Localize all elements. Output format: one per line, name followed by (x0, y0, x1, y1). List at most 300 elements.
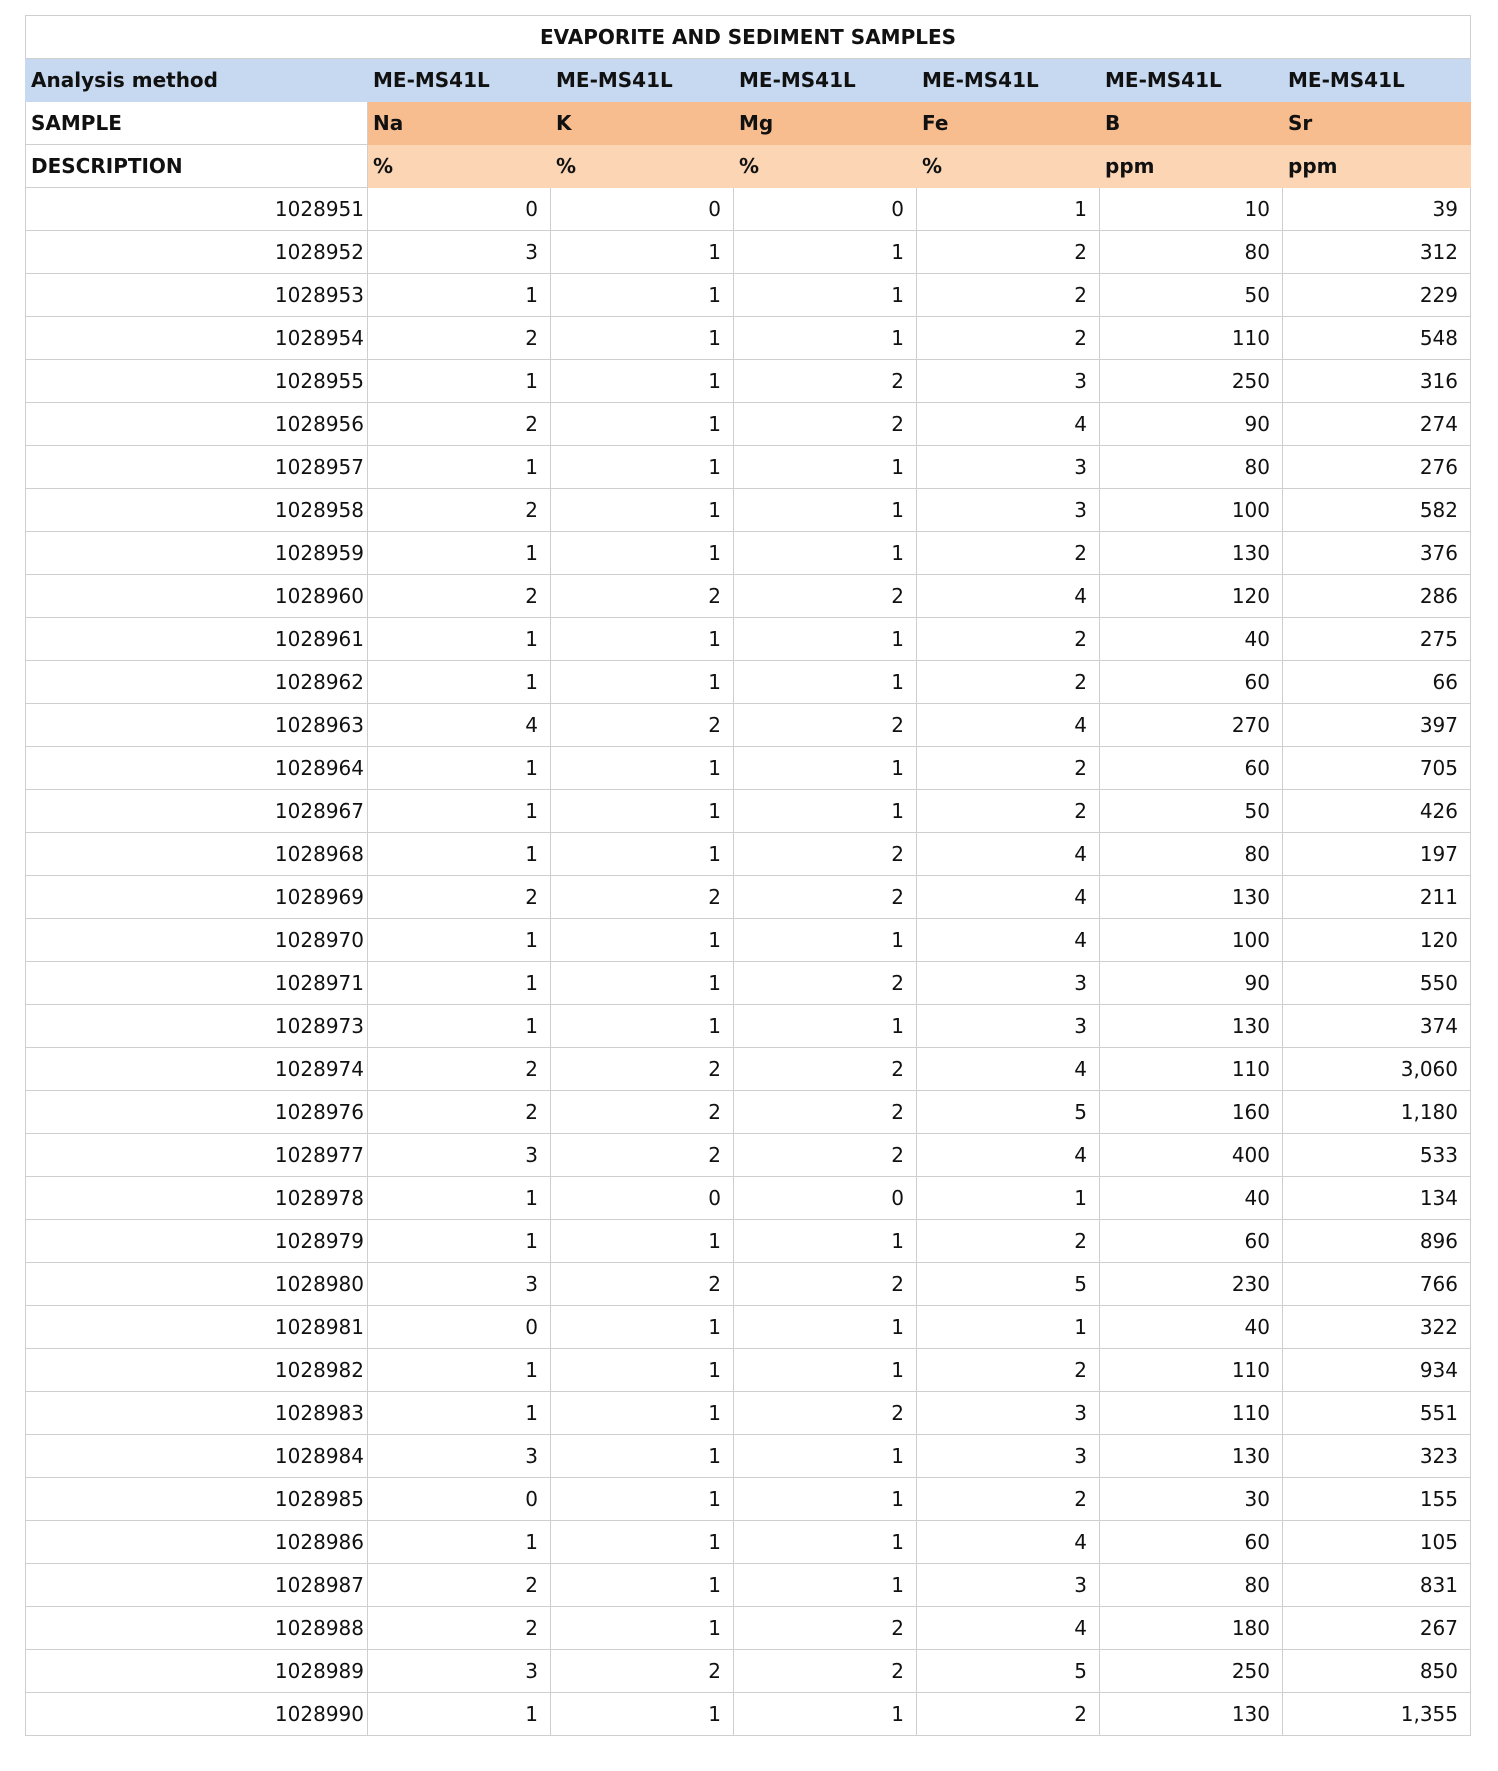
value-cell-na: 2 (368, 403, 551, 446)
sample-id-cell: 1028962 (26, 661, 368, 704)
table-row (26, 1134, 1471, 1177)
value-cell-mg: 2 (734, 1263, 917, 1306)
value-cell-mg: 1 (734, 1435, 917, 1478)
element-header: Fe (917, 102, 1100, 145)
value-cell-fe: 1 (917, 188, 1100, 231)
value-cell-sr: 426 (1283, 790, 1471, 833)
sample-id-cell: 1028980 (26, 1263, 368, 1306)
table-row (26, 575, 1471, 618)
sample-id-cell: 1028989 (26, 1650, 368, 1693)
value-cell-k: 1 (551, 833, 734, 876)
sample-id-cell: 1028985 (26, 1478, 368, 1521)
value-cell-fe: 4 (917, 833, 1100, 876)
value-cell-sr: 3,060 (1283, 1048, 1471, 1091)
sample-id-cell: 1028974 (26, 1048, 368, 1091)
table-row (26, 1521, 1471, 1564)
value-cell-b: 110 (1100, 1392, 1283, 1435)
value-cell-b: 230 (1100, 1263, 1283, 1306)
value-cell-fe: 3 (917, 489, 1100, 532)
sample-id-cell: 1028976 (26, 1091, 368, 1134)
value-cell-na: 3 (368, 1650, 551, 1693)
value-cell-k: 1 (551, 1435, 734, 1478)
value-cell-mg: 1 (734, 919, 917, 962)
value-cell-na: 2 (368, 317, 551, 360)
value-cell-na: 2 (368, 1564, 551, 1607)
value-cell-mg: 2 (734, 360, 917, 403)
value-cell-fe: 4 (917, 1521, 1100, 1564)
value-cell-fe: 1 (917, 1306, 1100, 1349)
value-cell-b: 160 (1100, 1091, 1283, 1134)
value-cell-b: 130 (1100, 1693, 1283, 1736)
sample-id-cell: 1028953 (26, 274, 368, 317)
value-cell-k: 1 (551, 618, 734, 661)
table-row (26, 274, 1471, 317)
value-cell-b: 80 (1100, 833, 1283, 876)
value-cell-mg: 1 (734, 231, 917, 274)
unit-header: % (551, 145, 734, 188)
value-cell-sr: 582 (1283, 489, 1471, 532)
value-cell-sr: 374 (1283, 1005, 1471, 1048)
value-cell-k: 2 (551, 1650, 734, 1693)
value-cell-b: 80 (1100, 446, 1283, 489)
method-cell: ME-MS41L (551, 59, 734, 102)
table-row (26, 790, 1471, 833)
value-cell-b: 250 (1100, 360, 1283, 403)
value-cell-mg: 2 (734, 704, 917, 747)
value-cell-mg: 1 (734, 790, 917, 833)
table-row (26, 1392, 1471, 1435)
value-cell-k: 1 (551, 1392, 734, 1435)
sample-id-cell: 1028973 (26, 1005, 368, 1048)
value-cell-fe: 2 (917, 618, 1100, 661)
sample-id-cell: 1028968 (26, 833, 368, 876)
table-title: EVAPORITE AND SEDIMENT SAMPLES (26, 16, 1471, 59)
unit-header: ppm (1100, 145, 1283, 188)
value-cell-sr: 211 (1283, 876, 1471, 919)
unit-header: % (917, 145, 1100, 188)
value-cell-b: 60 (1100, 747, 1283, 790)
sample-id-cell: 1028958 (26, 489, 368, 532)
value-cell-mg: 1 (734, 1349, 917, 1392)
table-row (26, 1607, 1471, 1650)
value-cell-fe: 2 (917, 317, 1100, 360)
value-cell-k: 2 (551, 1134, 734, 1177)
value-cell-sr: 105 (1283, 1521, 1471, 1564)
analysis-method-label: Analysis method (26, 59, 368, 102)
element-header: Na (368, 102, 551, 145)
value-cell-b: 90 (1100, 962, 1283, 1005)
unit-header: ppm (1283, 145, 1471, 188)
value-cell-na: 2 (368, 1091, 551, 1134)
value-cell-b: 80 (1100, 231, 1283, 274)
value-cell-na: 1 (368, 360, 551, 403)
value-cell-b: 100 (1100, 489, 1283, 532)
value-cell-fe: 3 (917, 446, 1100, 489)
value-cell-na: 2 (368, 1607, 551, 1650)
value-cell-sr: 197 (1283, 833, 1471, 876)
value-cell-k: 1 (551, 274, 734, 317)
value-cell-b: 110 (1100, 1048, 1283, 1091)
value-cell-b: 80 (1100, 1564, 1283, 1607)
value-cell-fe: 2 (917, 274, 1100, 317)
method-cell: ME-MS41L (1100, 59, 1283, 102)
table-row (26, 1048, 1471, 1091)
value-cell-k: 2 (551, 575, 734, 618)
value-cell-na: 1 (368, 446, 551, 489)
value-cell-k: 1 (551, 919, 734, 962)
value-cell-sr: 376 (1283, 532, 1471, 575)
description-label: DESCRIPTION (26, 145, 368, 188)
element-header: B (1100, 102, 1283, 145)
value-cell-fe: 2 (917, 1220, 1100, 1263)
sample-id-cell: 1028964 (26, 747, 368, 790)
table-row (26, 1349, 1471, 1392)
sample-id-cell: 1028955 (26, 360, 368, 403)
value-cell-b: 400 (1100, 1134, 1283, 1177)
value-cell-na: 2 (368, 876, 551, 919)
sample-id-cell: 1028971 (26, 962, 368, 1005)
value-cell-sr: 397 (1283, 704, 1471, 747)
value-cell-na: 2 (368, 575, 551, 618)
sample-id-cell: 1028984 (26, 1435, 368, 1478)
value-cell-na: 1 (368, 833, 551, 876)
value-cell-b: 40 (1100, 1177, 1283, 1220)
value-cell-fe: 2 (917, 1349, 1100, 1392)
sample-id-cell: 1028961 (26, 618, 368, 661)
sample-id-cell: 1028957 (26, 446, 368, 489)
sample-id-cell: 1028960 (26, 575, 368, 618)
table-row (26, 1263, 1471, 1306)
unit-header: % (734, 145, 917, 188)
value-cell-sr: 120 (1283, 919, 1471, 962)
value-cell-sr: 550 (1283, 962, 1471, 1005)
table-row (26, 661, 1471, 704)
value-cell-k: 1 (551, 1306, 734, 1349)
value-cell-sr: 155 (1283, 1478, 1471, 1521)
element-header: K (551, 102, 734, 145)
value-cell-b: 250 (1100, 1650, 1283, 1693)
value-cell-sr: 323 (1283, 1435, 1471, 1478)
value-cell-b: 10 (1100, 188, 1283, 231)
value-cell-na: 0 (368, 188, 551, 231)
value-cell-na: 1 (368, 274, 551, 317)
value-cell-fe: 2 (917, 231, 1100, 274)
table-row (26, 1005, 1471, 1048)
table-row (26, 1693, 1471, 1736)
value-cell-na: 0 (368, 1478, 551, 1521)
unit-row (26, 145, 1471, 188)
value-cell-fe: 4 (917, 403, 1100, 446)
value-cell-k: 1 (551, 1693, 734, 1736)
value-cell-fe: 5 (917, 1650, 1100, 1693)
value-cell-mg: 1 (734, 1005, 917, 1048)
table-row (26, 403, 1471, 446)
value-cell-sr: 850 (1283, 1650, 1471, 1693)
value-cell-k: 1 (551, 317, 734, 360)
method-cell: ME-MS41L (917, 59, 1100, 102)
value-cell-sr: 134 (1283, 1177, 1471, 1220)
table-row (26, 446, 1471, 489)
element-header: Sr (1283, 102, 1471, 145)
value-cell-sr: 766 (1283, 1263, 1471, 1306)
value-cell-mg: 1 (734, 661, 917, 704)
table-row (26, 704, 1471, 747)
value-cell-mg: 0 (734, 1177, 917, 1220)
value-cell-b: 110 (1100, 317, 1283, 360)
value-cell-k: 1 (551, 1005, 734, 1048)
table-row (26, 1091, 1471, 1134)
sample-id-cell: 1028988 (26, 1607, 368, 1650)
value-cell-sr: 831 (1283, 1564, 1471, 1607)
table-row (26, 1650, 1471, 1693)
value-cell-b: 60 (1100, 1521, 1283, 1564)
value-cell-k: 2 (551, 1048, 734, 1091)
value-cell-k: 1 (551, 403, 734, 446)
value-cell-sr: 286 (1283, 575, 1471, 618)
value-cell-na: 0 (368, 1306, 551, 1349)
value-cell-fe: 4 (917, 876, 1100, 919)
sample-id-cell: 1028977 (26, 1134, 368, 1177)
sample-id-cell: 1028983 (26, 1392, 368, 1435)
value-cell-na: 1 (368, 962, 551, 1005)
value-cell-b: 130 (1100, 876, 1283, 919)
value-cell-b: 60 (1100, 1220, 1283, 1263)
value-cell-na: 1 (368, 1005, 551, 1048)
value-cell-b: 270 (1100, 704, 1283, 747)
table-row (26, 618, 1471, 661)
value-cell-mg: 1 (734, 489, 917, 532)
analysis-method-row (26, 59, 1471, 102)
value-cell-na: 1 (368, 532, 551, 575)
table-row (26, 489, 1471, 532)
unit-header: % (368, 145, 551, 188)
value-cell-mg: 2 (734, 1392, 917, 1435)
sample-id-cell: 1028970 (26, 919, 368, 962)
value-cell-sr: 267 (1283, 1607, 1471, 1650)
value-cell-sr: 276 (1283, 446, 1471, 489)
value-cell-sr: 275 (1283, 618, 1471, 661)
value-cell-mg: 2 (734, 575, 917, 618)
value-cell-na: 1 (368, 919, 551, 962)
value-cell-b: 120 (1100, 575, 1283, 618)
value-cell-mg: 2 (734, 403, 917, 446)
value-cell-sr: 705 (1283, 747, 1471, 790)
value-cell-b: 40 (1100, 618, 1283, 661)
value-cell-fe: 3 (917, 1005, 1100, 1048)
sample-id-cell: 1028990 (26, 1693, 368, 1736)
value-cell-sr: 551 (1283, 1392, 1471, 1435)
value-cell-k: 1 (551, 1478, 734, 1521)
value-cell-na: 2 (368, 1048, 551, 1091)
value-cell-fe: 5 (917, 1263, 1100, 1306)
value-cell-b: 110 (1100, 1349, 1283, 1392)
value-cell-b: 130 (1100, 1005, 1283, 1048)
table-row (26, 1220, 1471, 1263)
value-cell-sr: 39 (1283, 188, 1471, 231)
table-row (26, 876, 1471, 919)
table-row (26, 317, 1471, 360)
value-cell-fe: 2 (917, 661, 1100, 704)
value-cell-na: 3 (368, 1263, 551, 1306)
value-cell-sr: 322 (1283, 1306, 1471, 1349)
value-cell-na: 1 (368, 1220, 551, 1263)
value-cell-mg: 2 (734, 962, 917, 1005)
value-cell-fe: 4 (917, 919, 1100, 962)
value-cell-k: 0 (551, 1177, 734, 1220)
sample-id-cell: 1028981 (26, 1306, 368, 1349)
value-cell-mg: 1 (734, 532, 917, 575)
sample-id-cell: 1028969 (26, 876, 368, 919)
value-cell-na: 2 (368, 489, 551, 532)
value-cell-b: 130 (1100, 1435, 1283, 1478)
method-cell: ME-MS41L (368, 59, 551, 102)
value-cell-b: 40 (1100, 1306, 1283, 1349)
sample-id-cell: 1028987 (26, 1564, 368, 1607)
value-cell-k: 1 (551, 661, 734, 704)
value-cell-sr: 1,355 (1283, 1693, 1471, 1736)
value-cell-mg: 2 (734, 1650, 917, 1693)
method-cell: ME-MS41L (734, 59, 917, 102)
table-row (26, 747, 1471, 790)
method-cell: ME-MS41L (1283, 59, 1471, 102)
value-cell-fe: 2 (917, 747, 1100, 790)
value-cell-sr: 896 (1283, 1220, 1471, 1263)
value-cell-na: 3 (368, 1134, 551, 1177)
value-cell-k: 1 (551, 962, 734, 1005)
value-cell-fe: 2 (917, 532, 1100, 575)
table-row (26, 1435, 1471, 1478)
value-cell-fe: 3 (917, 1435, 1100, 1478)
value-cell-fe: 4 (917, 575, 1100, 618)
sample-id-cell: 1028986 (26, 1521, 368, 1564)
value-cell-k: 1 (551, 747, 734, 790)
value-cell-mg: 2 (734, 876, 917, 919)
value-cell-b: 130 (1100, 532, 1283, 575)
value-cell-b: 180 (1100, 1607, 1283, 1650)
table-row (26, 1306, 1471, 1349)
value-cell-sr: 66 (1283, 661, 1471, 704)
sample-id-cell: 1028982 (26, 1349, 368, 1392)
value-cell-na: 1 (368, 747, 551, 790)
value-cell-na: 4 (368, 704, 551, 747)
value-cell-fe: 4 (917, 704, 1100, 747)
table-row (26, 188, 1471, 231)
value-cell-k: 0 (551, 188, 734, 231)
title-row (26, 16, 1471, 59)
value-cell-na: 1 (368, 661, 551, 704)
value-cell-na: 1 (368, 1177, 551, 1220)
value-cell-fe: 2 (917, 1478, 1100, 1521)
value-cell-b: 100 (1100, 919, 1283, 962)
value-cell-fe: 3 (917, 360, 1100, 403)
value-cell-mg: 1 (734, 1220, 917, 1263)
table-row (26, 532, 1471, 575)
value-cell-fe: 3 (917, 1392, 1100, 1435)
table-row (26, 833, 1471, 876)
value-cell-fe: 3 (917, 1564, 1100, 1607)
value-cell-na: 1 (368, 1392, 551, 1435)
value-cell-mg: 1 (734, 747, 917, 790)
value-cell-mg: 2 (734, 1134, 917, 1177)
value-cell-fe: 2 (917, 1693, 1100, 1736)
value-cell-sr: 1,180 (1283, 1091, 1471, 1134)
value-cell-fe: 4 (917, 1048, 1100, 1091)
table-row (26, 919, 1471, 962)
value-cell-k: 1 (551, 489, 734, 532)
table-row (26, 1478, 1471, 1521)
value-cell-mg: 1 (734, 1306, 917, 1349)
value-cell-sr: 312 (1283, 231, 1471, 274)
value-cell-mg: 2 (734, 833, 917, 876)
value-cell-fe: 2 (917, 790, 1100, 833)
value-cell-k: 1 (551, 1564, 734, 1607)
value-cell-na: 1 (368, 1349, 551, 1392)
value-cell-mg: 0 (734, 188, 917, 231)
value-cell-k: 1 (551, 231, 734, 274)
element-header: Mg (734, 102, 917, 145)
value-cell-k: 1 (551, 790, 734, 833)
value-cell-mg: 1 (734, 618, 917, 661)
sample-label: SAMPLE (26, 102, 368, 145)
value-cell-na: 1 (368, 1521, 551, 1564)
value-cell-b: 50 (1100, 274, 1283, 317)
value-cell-sr: 934 (1283, 1349, 1471, 1392)
value-cell-k: 1 (551, 532, 734, 575)
value-cell-fe: 4 (917, 1134, 1100, 1177)
sample-id-cell: 1028978 (26, 1177, 368, 1220)
table-row (26, 231, 1471, 274)
value-cell-mg: 1 (734, 1521, 917, 1564)
value-cell-sr: 274 (1283, 403, 1471, 446)
value-cell-na: 1 (368, 618, 551, 661)
value-cell-fe: 5 (917, 1091, 1100, 1134)
table-row (26, 1177, 1471, 1220)
value-cell-mg: 2 (734, 1607, 917, 1650)
value-cell-fe: 3 (917, 962, 1100, 1005)
sample-id-cell: 1028954 (26, 317, 368, 360)
sample-id-cell: 1028952 (26, 231, 368, 274)
sample-id-cell: 1028959 (26, 532, 368, 575)
value-cell-k: 1 (551, 1607, 734, 1650)
sample-id-cell: 1028963 (26, 704, 368, 747)
value-cell-mg: 2 (734, 1091, 917, 1134)
value-cell-k: 2 (551, 704, 734, 747)
value-cell-k: 2 (551, 1091, 734, 1134)
value-cell-na: 3 (368, 1435, 551, 1478)
value-cell-k: 2 (551, 1263, 734, 1306)
value-cell-mg: 1 (734, 274, 917, 317)
value-cell-b: 30 (1100, 1478, 1283, 1521)
value-cell-sr: 548 (1283, 317, 1471, 360)
value-cell-b: 60 (1100, 661, 1283, 704)
value-cell-b: 90 (1100, 403, 1283, 446)
value-cell-k: 1 (551, 360, 734, 403)
value-cell-fe: 1 (917, 1177, 1100, 1220)
sample-id-cell: 1028956 (26, 403, 368, 446)
value-cell-mg: 1 (734, 446, 917, 489)
value-cell-na: 3 (368, 231, 551, 274)
table-row (26, 962, 1471, 1005)
value-cell-k: 1 (551, 446, 734, 489)
element-row (26, 102, 1471, 145)
value-cell-mg: 1 (734, 317, 917, 360)
value-cell-sr: 316 (1283, 360, 1471, 403)
sample-id-cell: 1028967 (26, 790, 368, 833)
value-cell-na: 1 (368, 1693, 551, 1736)
value-cell-mg: 1 (734, 1564, 917, 1607)
value-cell-fe: 4 (917, 1607, 1100, 1650)
value-cell-mg: 1 (734, 1478, 917, 1521)
